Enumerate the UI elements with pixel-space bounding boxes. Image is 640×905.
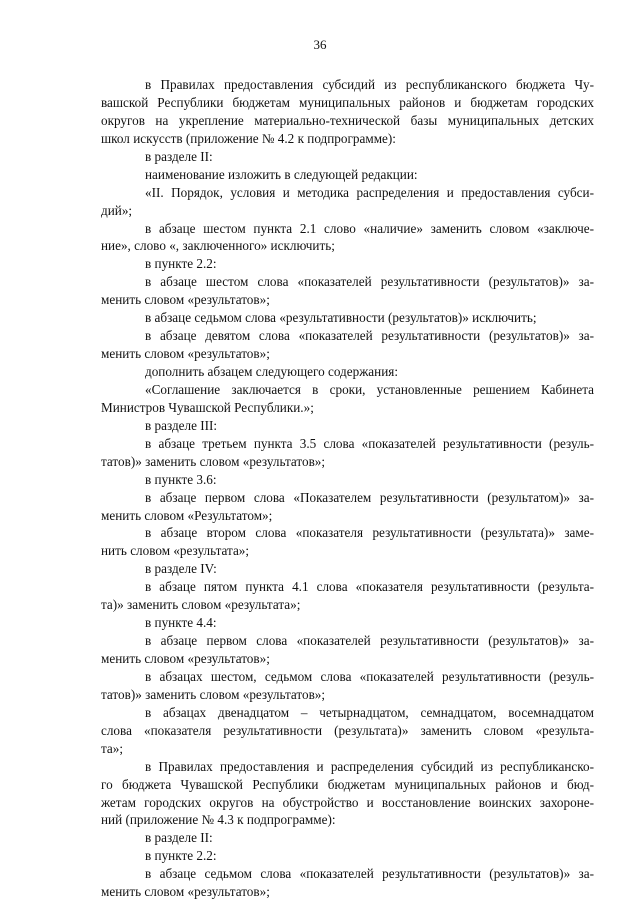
text-line: в абзацах шестом, седьмом слова «показателей результативности (резуль- xyxy=(145,668,594,684)
text-line: та)» заменить словом «результата»; xyxy=(101,597,301,613)
text-line: «II. Порядок, условия и методика распределения и предоставления субси- xyxy=(145,184,594,200)
text-line: ний (приложение № 4.3 к подпрограмме): xyxy=(101,812,336,828)
text-line: в пункте 3.6: xyxy=(145,471,217,487)
text-line: в абзаце седьмом слова «показателей результативности (результатов)» за- xyxy=(145,866,594,882)
text-line: в абзаце втором слова «показателя результативности (результата)» заме- xyxy=(145,525,594,541)
text-line: в разделе II: xyxy=(145,148,213,164)
text-line: в разделе IV: xyxy=(145,561,217,577)
document-body xyxy=(101,76,594,901)
text-line: Министров Чувашской Республики.»; xyxy=(101,399,314,415)
text-line: ние», слово «, заключенного» исключить; xyxy=(101,238,335,254)
text-line: менить словом «результатов»; xyxy=(101,651,270,666)
text-line: в разделе III: xyxy=(145,417,218,433)
text-line: вашской Республики бюджетам муниципальных районов и бюджетам городских xyxy=(101,94,594,110)
text-line: в абзаце шестом пункта 2.1 слово «наличие» заменить словом «заключе- xyxy=(145,220,594,236)
text-line: в абзаце пятом пункта 4.1 слова «показателя результативности (результа- xyxy=(145,579,594,595)
page-number: 36 xyxy=(313,37,327,52)
text-line: дополнить абзацем следующего содержания: xyxy=(145,364,399,379)
text-line: та»; xyxy=(101,740,124,756)
text-line: школ искусств (приложение № 4.2 к подпрограмме): xyxy=(101,130,396,146)
text-line: в Правилах предоставления субсидий из республиканского бюджета Чу- xyxy=(145,77,594,92)
text-line: в абзаце первом слова «Показателем результативности (результатом)» за- xyxy=(145,489,594,505)
text-line: в разделе II: xyxy=(145,830,213,846)
text-line: в Правилах предоставления и распределения субсидий из республиканско- xyxy=(145,758,594,774)
text-line: слова «показателя результативности (результата)» заменить словом «результа- xyxy=(101,722,594,738)
text-line: в абзаце третьем пункта 3.5 слова «показателей результативности (резуль- xyxy=(145,435,594,451)
text-line: менить словом «результатов»; xyxy=(101,884,270,900)
text-line: наименование изложить в следующей редакции: xyxy=(145,166,418,182)
text-line: округов на укрепление материально-технической базы муниципальных детских xyxy=(101,112,594,128)
text-line: менить словом «результатов»; xyxy=(101,346,270,362)
text-line: татов)» заменить словом «результатов»; xyxy=(101,686,326,702)
text-line: в пункте 2.2: xyxy=(145,256,217,272)
text-line: в пункте 2.2: xyxy=(145,848,217,864)
text-line: татов)» заменить словом «результатов»; xyxy=(101,453,326,469)
text-line: жетам городских округов на обустройство и восстановление воинских захороне- xyxy=(101,794,594,810)
text-line: дий»; xyxy=(101,202,133,218)
text-line: в абзаце девятом слова «показателей результативности (результатов)» за- xyxy=(145,328,594,344)
text-line: менить словом «Результатом»; xyxy=(101,507,273,523)
text-line: в абзаце седьмом слова «результативности (результатов)» исключить; xyxy=(145,310,537,326)
text-line: «Соглашение заключается в сроки, установленные решением Кабинета xyxy=(145,381,594,397)
text-line: в абзаце шестом слова «показателей результативности (результатов)» за- xyxy=(145,274,594,290)
text-line: в пункте 4.4: xyxy=(145,615,217,631)
text-line: менить словом «результатов»; xyxy=(101,292,270,308)
text-line: го бюджета Чувашской Республики бюджетам муниципальных районов и бюд- xyxy=(101,776,594,792)
text-line: в абзаце первом слова «показателей результативности (результатов)» за- xyxy=(145,633,594,649)
text-line: нить словом «результата»; xyxy=(101,543,250,559)
text-line: в абзацах двенадцатом – четырнадцатом, семнадцатом, восемнадцатом xyxy=(145,704,594,720)
